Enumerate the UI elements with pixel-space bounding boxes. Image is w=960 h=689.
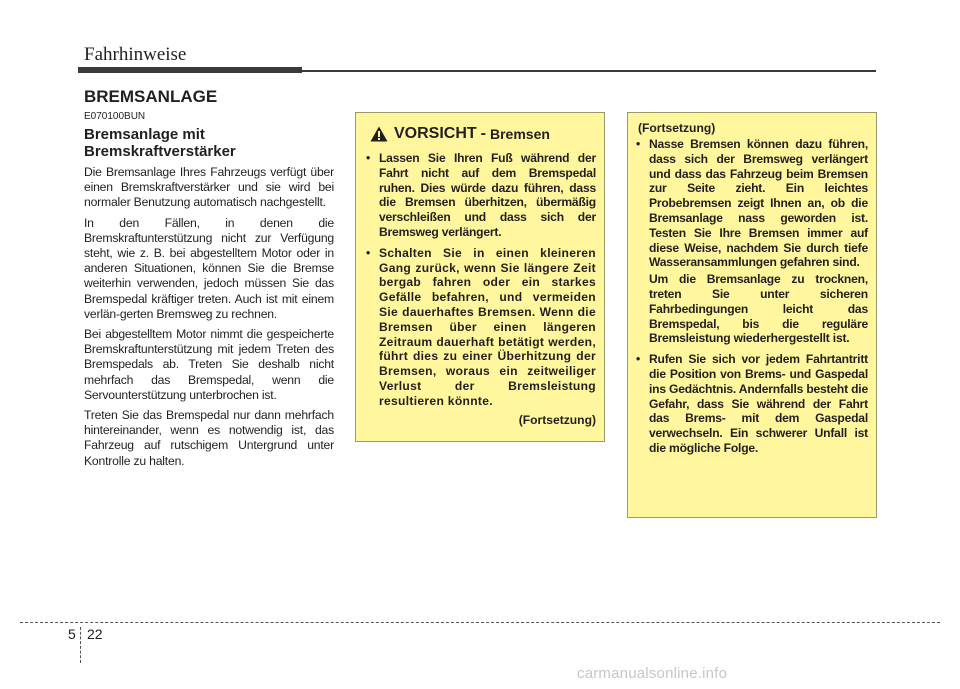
paragraph: Die Bremsanlage Ihres Fahrzeugs verfügt über einen Bremskraftverstärker und sie wird bei normaler Benutzung automatisch nachgestellt. <box>84 165 334 210</box>
caution-bullet-sub: Um die Bremsanlage zu trocknen, treten Sie unter sicheren Fahrbedingungen leicht das Bremspedal, bis die reguläre Bremsleistung wiederhergestellt ist. <box>649 272 868 346</box>
header-rule-thin <box>302 70 876 72</box>
left-column <box>84 111 334 474</box>
paragraph: Bei abgestelltem Motor nimmt die gespeicherte Bremskraftunterstützung mit jedem Treten des Bremspedals ab. Treten Sie deshalb nicht mehrfach das Bremspedal, wenn die Servounterstützung unterbrochen ist. <box>84 327 334 402</box>
caution-bullet: • Rufen Sie sich vor jedem Fahrtantritt die Position von Brems- und Gaspedal ins Gedächtnis. Andernfalls besteht die Gefahr, dass Sie während der Fahrt das Brems- mit dem Gaspedal verwechseln. Ein schwerer Unfall ist die mögliche Folge. <box>636 352 868 456</box>
chapter-number: 5 <box>68 626 76 642</box>
continuation-label: (Fortsetzung) <box>638 121 716 135</box>
caution-label: VORSICHT <box>394 125 477 142</box>
watermark: carmanualsonline.info <box>577 665 728 682</box>
caution-bullet: • Schalten Sie in einen kleineren Gang zurück, wenn Sie längere Zeit bergab fahren oder ein starkes Gefälle befahren, und vermeiden Sie dauerhaftes Bremsen. Wenn die Bremsen über einen längeren Zeitraum dauerhaft betätigt werden, führt dies zu einer Überhitzung der Bremsen, woraus ein zeitweiliger Verlust der Bremsleistung resultieren könnte. <box>366 246 596 409</box>
paragraph: In den Fällen, in denen die Bremskraftunterstützung nicht zur Verfügung steht, wie z. B. bei abgestelltem Motor oder in anderen Situationen, können Sie die Bremse weiterhin verwenden, jedoch müssen Sie das Bremspedal kräftiger treten. Auch ist mit einem verlän-gerten Bremsweg zu rechnen. <box>84 215 334 321</box>
footer-rule <box>20 622 940 623</box>
caution-topic: Bremsen <box>490 126 550 142</box>
caution-bullet: • Nasse Bremsen können dazu führen, dass sich der Bremsweg verlängert und dass das Fahrzeug beim Bremsen zur Seite zieht. Ein leichtes Probebremsen zeigt Ihnen an, ob die Bremsanlage nass geworden ist. Testen Sie Ihre Bremsen immer auf diese Weise, nachdem Sie durch tiefe Wasseransammlungen gefahren sind. <box>636 137 868 270</box>
section-title: BREMSANLAGE <box>84 87 218 106</box>
subheading: Bremsanlage mit Bremskraftverstärker <box>84 126 236 160</box>
page-header-title: Fahrhinweise <box>84 44 187 65</box>
header-rule-thick <box>78 67 302 73</box>
caution-bullet: • Lassen Sie Ihren Fuß während der Fahrt nicht auf dem Bremspedal ruhen. Dies würde dazu führen, dass die Bremsen überhitzen, übermäßig verschleißen und dass sich der Bremsweg verlängert. <box>366 151 596 240</box>
caution-box-continued <box>627 112 877 518</box>
page-number: 22 <box>87 626 103 642</box>
paragraph: Treten Sie das Bremspedal nur dann mehrfach hintereinander, wenn es notwendig ist, das Fahrzeug auf rutschigem Untergrund unter Kontrolle zu halten. <box>84 408 334 468</box>
caution-header <box>370 125 596 143</box>
section-code: E070100BUN <box>84 111 146 122</box>
caution-dash: - <box>480 125 486 142</box>
warning-triangle-icon <box>370 126 388 142</box>
footer-divider <box>80 627 81 663</box>
caution-box <box>355 112 605 442</box>
continued-note: (Fortsetzung) <box>518 412 596 427</box>
